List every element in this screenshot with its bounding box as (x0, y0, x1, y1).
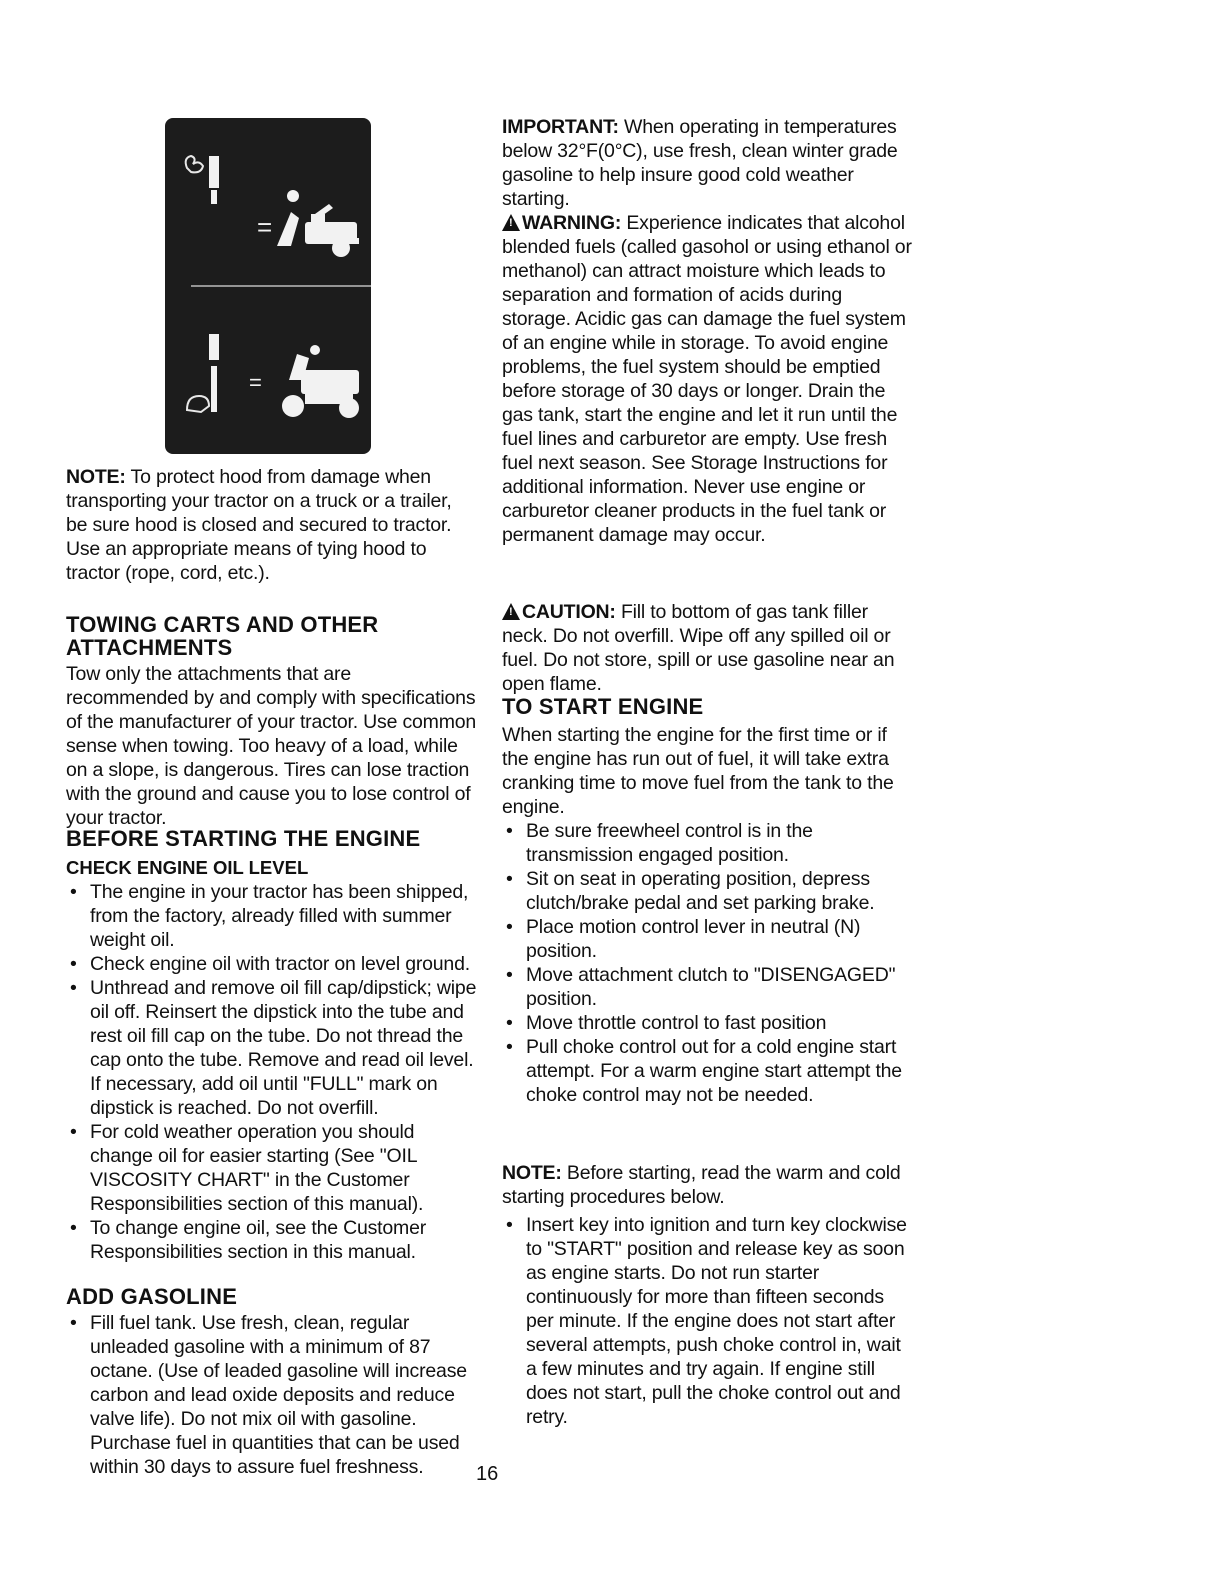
note-text: Before starting, read the warm and cold starting procedures below. (502, 1162, 901, 1208)
ignition-list (502, 1213, 912, 1429)
towing-heading: TOWING CARTS AND OTHER ATTACHMENTS (66, 612, 379, 660)
throttle-choke-illustration (165, 118, 371, 454)
list-item: • Pull choke control out for a cold engine start attempt. For a warm engine start attempt the choke control may not be needed. (502, 1035, 912, 1107)
list-item: • Insert key into ignition and turn key clockwise to "START" position and release key as soon as engine starts. Do not run starter continuously for more than fifteen seconds per minute. If the engine does not start after several attempts, push choke control in, wait a few minutes and try again. If engine still does not start, pull the choke control out and retry. (502, 1213, 912, 1429)
start-steps-list (502, 819, 912, 1107)
gasoline-list (66, 1311, 478, 1479)
warning-triangle-icon (502, 214, 520, 231)
list-item: • Move attachment clutch to "DISENGAGED" position. (502, 963, 912, 1011)
hood-note (66, 465, 478, 585)
list-item: • Place motion control lever in neutral (N) position. (502, 915, 912, 963)
list-item: • Fill fuel tank. Use fresh, clean, regular unleaded gasoline with a minimum of 87 octane. (Use of leaded gasoline will increase carbon and lead oxide deposits and reduce valve life). Do not mix oil with gasoline. Purchase fuel in quantities that can be used within 30 days to assure fuel freshness. (66, 1311, 478, 1479)
list-item: • Check engine oil with tractor on level ground. (66, 952, 478, 976)
important-label: IMPORTANT: (502, 116, 619, 138)
warning-text: Experience indicates that alcohol blended fuels (called gasohol or using ethanol or methanol) can attract moisture which leads to separation and formation of acids during storage. Acidic gas can damage the fuel system of an engine while in storage. To avoid engine problems, the fuel system should be emptied before storage of 30 days or longer. Drain the gas tank, start the engine and let it run until the fuel lines and carburetor are empty. Use fresh fuel next season. See Storage Instructions for additional information. Never use engine or carburetor cleaner products in the fuel tank or permanent damage may occur. (502, 212, 912, 546)
list-item: • Move throttle control to fast position (502, 1011, 912, 1035)
slow-lever-bar (209, 334, 219, 360)
caution-paragraph (502, 600, 912, 696)
warning-paragraph (502, 211, 912, 547)
caution-triangle-icon (502, 603, 520, 620)
rabbit-icon (186, 156, 203, 172)
start-note (502, 1161, 912, 1209)
turtle-icon (187, 396, 209, 412)
equals-sign-bottom: = (249, 370, 262, 395)
start-intro: When starting the engine for the first time or if the engine has run out of fuel, it will take extra cranking time to move fuel from the tank to the engine. (502, 724, 894, 818)
note-text: To protect hood from damage when transporting your tractor on a truck or a trailer, be sure hood is closed and secured to tractor. Use an appropriate means of tying hood to tractor (rope, cord, etc.). (66, 466, 452, 584)
list-item: • To change engine oil, see the Customer Responsibilities section in this manual. (66, 1216, 478, 1264)
caution-text: Fill to bottom of gas tank filler neck. Do not overfill. Wipe off any spilled oil or fuel. Do not store, spill or use gasoline near an open flame. (502, 601, 895, 695)
check-oil-subheading: CHECK ENGINE OIL LEVEL (66, 857, 309, 878)
list-item: • For cold weather operation you should change oil for easier starting (See "OIL VISCOSITY CHART" in the Customer Responsibilities section of this manual). (66, 1120, 478, 1216)
oil-check-list (66, 880, 478, 1264)
to-start-engine-heading: TO START ENGINE (502, 694, 704, 719)
note-label: NOTE: (502, 1162, 562, 1184)
throttle-illustration-svg (165, 118, 371, 454)
before-starting-heading: BEFORE STARTING THE ENGINE (66, 826, 421, 851)
list-item: • The engine in your tractor has been shipped, from the factory, already filled with summer weight oil. (66, 880, 478, 952)
equals-sign-top: = (257, 212, 273, 242)
tractor-idle-icon (282, 345, 359, 418)
caution-label: CAUTION: (522, 601, 616, 623)
add-gasoline-heading: ADD GASOLINE (66, 1284, 238, 1309)
page-number: 16 (476, 1463, 499, 1485)
list-item: • Sit on seat in operating position, depress clutch/brake pedal and set parking brake. (502, 867, 912, 915)
important-text: When operating in temperatures below 32°F(0°C), use fresh, clean winter grade gasoline to help insure good cold weather starting. (502, 116, 898, 210)
fast-lever-bar (209, 156, 219, 188)
list-item: • Unthread and remove oil fill cap/dipstick; wipe oil off. Reinsert the dipstick into the tube and rest oil fill cap on the tube. Do not thread the cap onto the tube. Remove and read oil level. If necessary, add oil until "FULL" mark on dipstick is reached. Do not overfill. (66, 976, 478, 1120)
warning-label: WARNING: (522, 212, 622, 234)
towing-text: Tow only the attachments that are recommended by and comply with specifications of the manufacturer of your tractor. Use common sense when towing. Too heavy of a load, while on a slope, is dangerous. Tires can lose traction with the ground and cause you to lose control of your tractor. (66, 663, 477, 829)
tractor-mowing-icon (277, 190, 359, 257)
list-item: • Be sure freewheel control is in the transmission engaged position. (502, 819, 912, 867)
note-label: NOTE: (66, 466, 126, 488)
important-paragraph (502, 115, 912, 211)
